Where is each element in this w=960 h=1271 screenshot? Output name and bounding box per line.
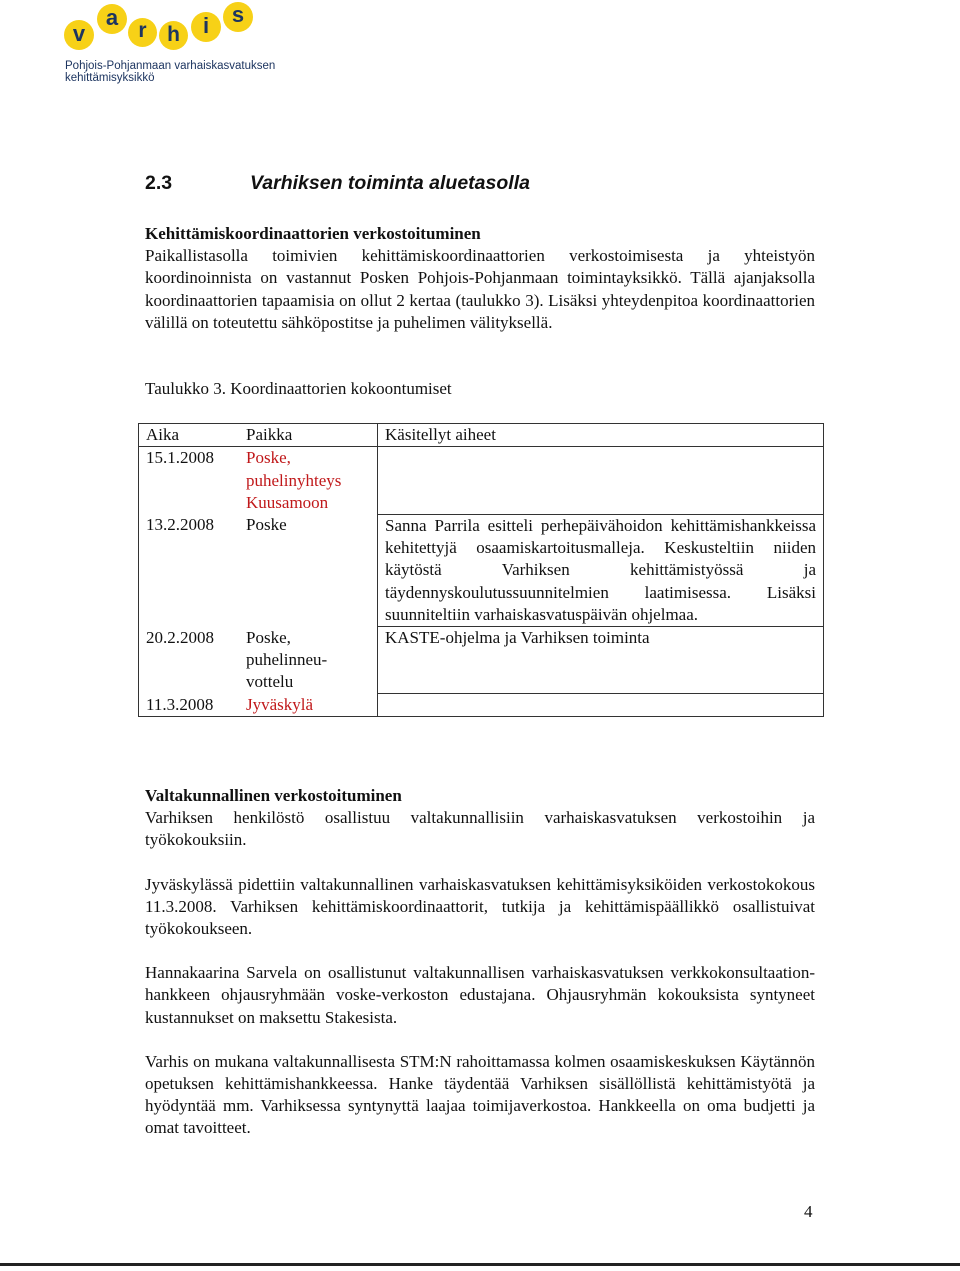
cell-place: Jyväskylä xyxy=(239,694,378,717)
logo-letter-v: v xyxy=(64,20,94,50)
section-number: 2.3 xyxy=(145,172,173,194)
table-header-row xyxy=(139,424,824,447)
header-date: Aika xyxy=(139,424,240,447)
meetings-table xyxy=(138,423,824,717)
table-row xyxy=(139,627,824,694)
paragraph-national-1: Varhiksen henkilöstö osallistuu valtakunnallisiin varhaiskasvatuksen verkostoihin ja työkokouksiin. xyxy=(145,808,815,850)
logo-letter-h: h xyxy=(159,21,188,50)
logo-subtitle-line1: Pohjois-Pohjanmaan varhaiskasvatuksen xyxy=(65,60,276,72)
paragraph-national-4: Varhis on mukana valtakunnallisesta STM:N rahoittamassa kolmen osaamiskeskuksen Käytännön opetuksen kehittämishankkeessa. Hanke täydentää Varhiksen sisällöllistä kehittämistyötä ja hyödyntää mm. Varhiksessa syntynyttä laajaa toimijaverkostoa. Hankkeella on oma budjetti ja omat tavoitteet. xyxy=(145,1051,815,1138)
page-number: 4 xyxy=(804,1202,813,1221)
header-topics: Käsitellyt aiheet xyxy=(378,424,824,447)
cell-date: 13.2.2008 xyxy=(139,514,240,626)
header-place: Paikka xyxy=(239,424,378,447)
subsection-national xyxy=(145,785,815,1140)
subsection-heading-coordinators: Kehittämiskoordinaattorien verkostoituminen xyxy=(145,224,481,243)
cell-date: 20.2.2008 xyxy=(139,627,240,694)
logo-letter-r: r xyxy=(128,18,157,47)
section-title: Varhiksen toiminta aluetasolla xyxy=(250,172,530,194)
cell-date: 11.3.2008 xyxy=(139,694,240,717)
cell-date: 15.1.2008 xyxy=(139,447,240,514)
logo-letter-a: a xyxy=(97,4,127,34)
paragraph-national-2: Jyväskylässä pidettiin valtakunnallinen varhaiskasvatuksen kehittämisyksiköiden verkostokokous 11.3.2008. Varhiksen kehittämiskoordinaattorit, tutkija ja kehittämispäällikkö osallistuivat työkokoukseen. xyxy=(145,874,815,939)
paragraph-national-3: Hannakaarina Sarvela on osallistunut valtakunnallisen varhaiskasvatuksen verkkokonsultaation-hankkeen ohjausryhmään voske-verkoston edustajana. Ohjausryhmän kokouksista syntyneet kustannukset on maksettu Stakesista. xyxy=(145,963,815,1027)
logo-letter-i: i xyxy=(191,12,221,42)
paragraph-coordinators: Paikallistasolla toimivien kehittämiskoordinaattorien verkostoimisesta ja yhteistyön koordinoinnista on vastannut Posken Pohjois-Pohjanmaan toimintayksikkö. Tällä ajanjaksolla koordinaattorien tapaamisia on ollut 2 kertaa (taulukko 3). Lisäksi yhteydenpitoa koordinaattorien välillä on toteutettu sähköpostitse ja puhelimen välityksellä. xyxy=(145,246,815,332)
logo-letter-s: s xyxy=(223,2,253,32)
table-row xyxy=(139,447,824,514)
cell-topics xyxy=(378,694,824,717)
cell-topics: KASTE-ohjelma ja Varhiksen toiminta xyxy=(378,627,824,694)
section-heading xyxy=(145,172,530,195)
table-row xyxy=(139,514,824,626)
cell-place: Poske xyxy=(239,514,378,626)
varhis-logo xyxy=(60,0,320,95)
logo-subtitle-line2: kehittämisyksikkö xyxy=(65,72,155,84)
cell-place: Poske, puhelinneu-vottelu xyxy=(239,627,378,694)
cell-topics xyxy=(378,447,824,514)
table-row xyxy=(139,694,824,717)
page-bottom-rule xyxy=(0,1263,960,1266)
subsection-coordinators xyxy=(145,223,815,334)
cell-place: Poske, puhelinyhteys Kuusamoon xyxy=(239,447,378,514)
table-caption: Taulukko 3. Koordinaattorien kokoontumiset xyxy=(145,379,452,398)
subsection-heading-national: Valtakunnallinen verkostoituminen xyxy=(145,786,402,805)
cell-topics: Sanna Parrila esitteli perhepäivähoidon kehittämishankkeissa kehitettyjä osaamiskartoitusmalleja. Keskusteltiin niiden käytöstä Varhiksen kehittämistyössä ja täydennyskoulutussuunnitelmien laatimisessa. Lisäksi suunniteltiin varhaiskasvatuspäivän ohjelmaa. xyxy=(378,514,824,626)
